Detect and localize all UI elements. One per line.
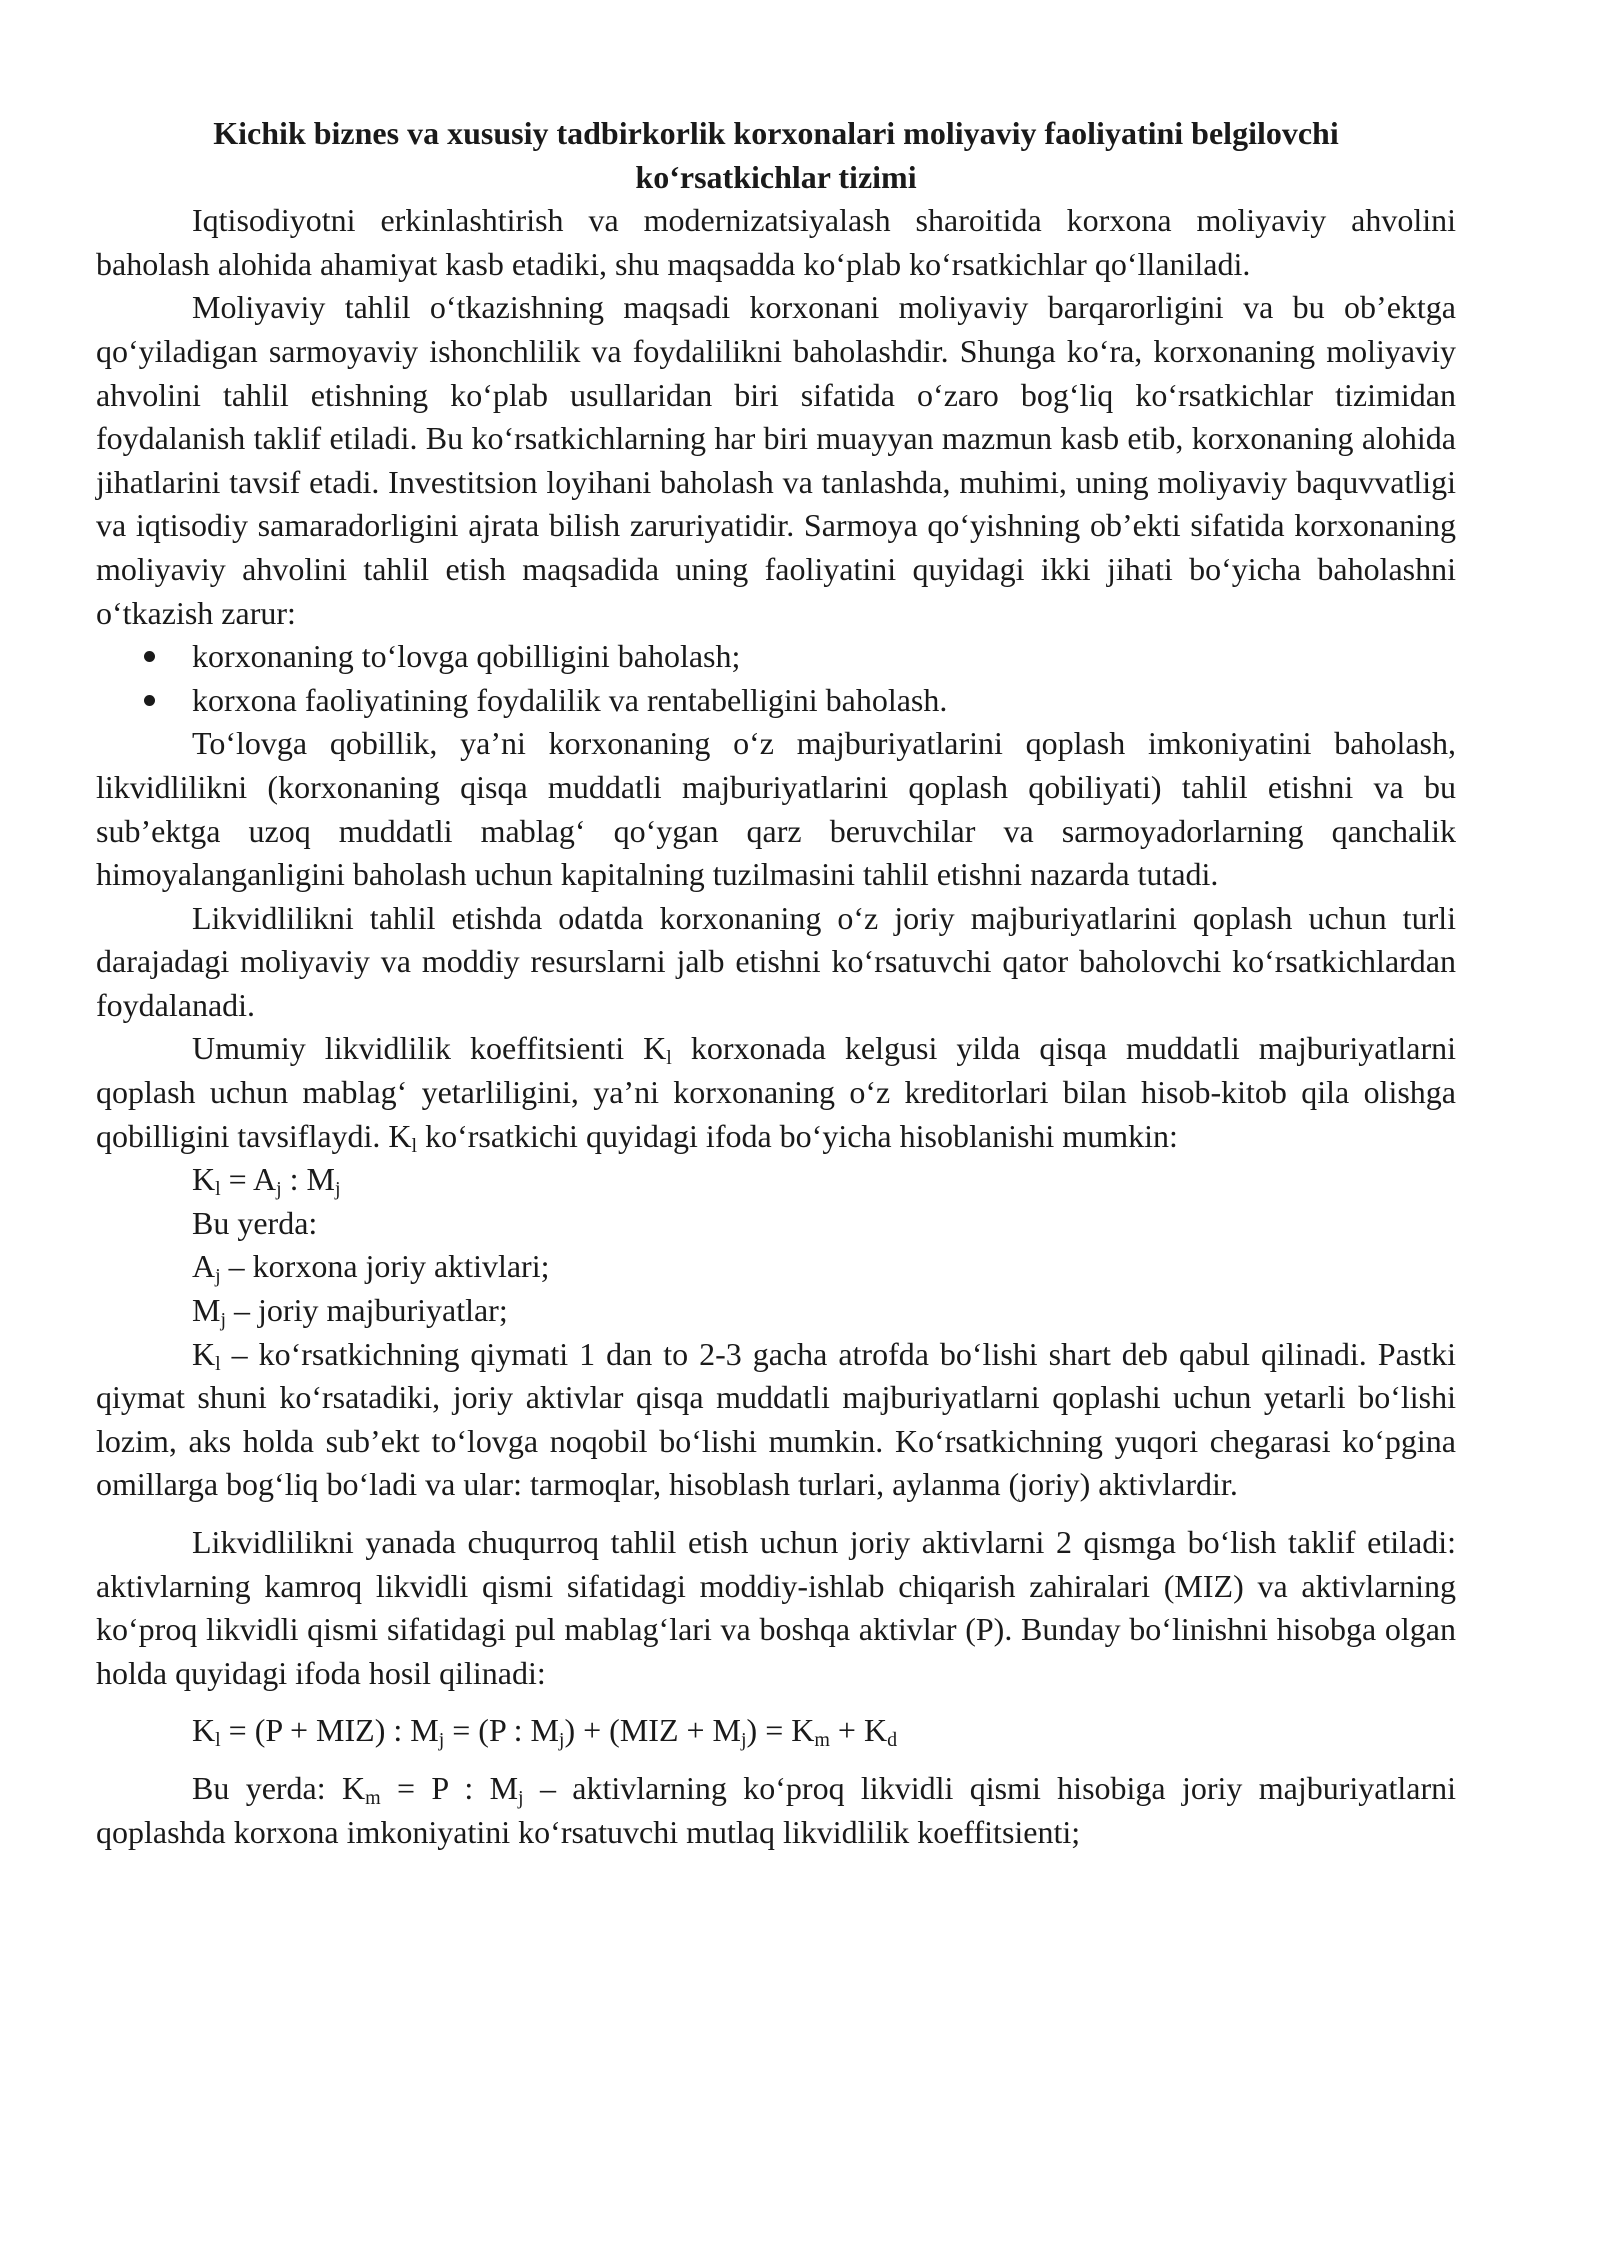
subscript: j <box>276 1178 282 1201</box>
p8-text-c: – aktivlarning ko‘proq likvidli qismi hisobiga joriy majburiyatlarni qoplashda korxona imkoniyatini ko‘rsatuvchi mutlaq likvidlilik koeffitsienti; <box>96 1769 1456 1850</box>
list-item <box>96 635 1456 679</box>
subscript: l <box>215 1178 221 1201</box>
p5-text-c: ko‘rsatkichi quyidagi ifoda bo‘yicha hisoblanishi mumkin: <box>417 1117 1178 1154</box>
document-page <box>96 112 1456 1854</box>
formula-symbol: = (P + MIZ) : M <box>220 1712 439 1749</box>
p5-text-a: Umumiy likvidlilik koeffitsienti K <box>192 1030 667 1067</box>
formula-symbol: ) + (MIZ + M <box>564 1712 741 1749</box>
subscript: d <box>887 1729 898 1752</box>
bullet-list <box>96 635 1456 722</box>
bullet-text-2: korxona faoliyatining foydalilik va rentabelligini baholash. <box>192 681 948 718</box>
document-title <box>96 112 1456 199</box>
definition-aj <box>96 1245 1456 1289</box>
definition-mj <box>96 1289 1456 1333</box>
subscript: j <box>558 1729 565 1752</box>
title-line-1: Kichik biznes va xususiy tadbirkorlik korxonalari moliyaviy faoliyatini belgilovchi <box>213 115 1339 151</box>
subscript: j <box>438 1729 445 1752</box>
formula-symbol: K <box>192 1161 216 1198</box>
paragraph-5 <box>96 1027 1456 1158</box>
formula-liquidity-split <box>96 1709 1456 1753</box>
subscript: j <box>215 1265 221 1288</box>
paragraph-1: Iqtisodiyotni erkinlashtirish va modernizatsiyalash sharoitida korxona moliyaviy ahvolini baholash alohida ahamiyat kasb etadiki, shu maqsadda ko‘plab ko‘rsatkichlar qo‘llaniladi. <box>96 202 1456 282</box>
p8-text-b: = P : M <box>380 1769 519 1806</box>
definition-text: – korxona joriy aktivlari; <box>220 1248 550 1285</box>
bullet-icon <box>144 695 155 706</box>
definitions-label: Bu yerda: <box>192 1204 318 1241</box>
subscript: j <box>220 1309 227 1332</box>
subscript: j <box>334 1178 341 1201</box>
subscript: m <box>365 1786 381 1809</box>
formula-symbol: + K <box>829 1712 888 1749</box>
subscript: l <box>215 1729 221 1752</box>
definition-text: – joriy majburiyatlar; <box>226 1292 508 1329</box>
paragraph-7: Likvidlilikni yanada chuqurroq tahlil etish uchun joriy aktivlarni 2 qismga bo‘lish taklif etiladi: aktivlarning kamroq likvidli qismi sifatidagi moddiy-ishlab chiqarish zahiralari (MIZ) va aktivlarning ko‘proq likvidli qismi sifatidagi pul mablag‘lari va boshqa aktivlar (P). Bunday bo‘linishni hisobga olgan holda quyidagi ifoda hosil qilinadi: <box>96 1524 1456 1691</box>
formula-current-liquidity <box>96 1158 1456 1202</box>
paragraph-4: Likvidlilikni tahlil etishda odatda korxonaning o‘z joriy majburiyatlarini qoplash uchun turli darajadagi moliyaviy va moddiy resurslarni jalb etishni ko‘rsatuvchi qator baholovchi ko‘rsatkichlardan foydalanadi. <box>96 899 1456 1023</box>
p8-text-a: Bu yerda: K <box>192 1769 366 1806</box>
p6-text-b: – ko‘rsatkichning qiymati 1 dan to 2-3 gacha atrofda bo‘lishi shart deb qabul qilinadi. Pastki qiymat shuni ko‘rsatadiki, joriy aktivlar qisqa muddatli majburiyatlarni qoplashi uchun yetarli bo‘lishi lozim, aks holda sub’ekt to‘lovga noqobil bo‘lishi mumkin. Ko‘rsatkichning yuqori chegarasi ko‘pgina omillarga bog‘liq bo‘ladi va ular: tarmoqlar, hisoblash turlari, aylanma (joriy) aktivlardir. <box>96 1335 1456 1503</box>
title-line-2: ko‘rsatkichlar tizimi <box>635 158 917 195</box>
paragraph-2: Moliyaviy tahlil o‘tkazishning maqsadi korxonani moliyaviy barqarorligini va bu ob’ektga qo‘yiladigan sarmoyaviy ishonchlilik va foydalilikni baholashdir. Shunga ko‘ra, korxonaning moliyaviy ahvolini tahlil etishning ko‘plab usullaridan biri sifatida o‘zaro bog‘liq ko‘rsatkichlar tizimidan foydalanish taklif etiladi. Bu ko‘rsatkichlarning har biri muayyan mazmun kasb etib, korxonaning alohida jihatlarini tavsif etadi. Investitsion loyihani baholash va tanlashda, muhimi, uning moliyaviy baquvvatligi va iqtisodiy samaradorligini ajrata bilish zaruriyatidir. Sarmoya qo‘yishning ob’ekti sifatida korxonaning moliyaviy ahvolini tahlil etish maqsadida uning faoliyatini quyidagi ikki jihati bo‘yicha baholashni o‘tkazish zarur: <box>96 289 1456 631</box>
p6-text-a: K <box>192 1335 216 1372</box>
definition-symbol: M <box>192 1292 221 1329</box>
paragraph-8 <box>96 1767 1456 1854</box>
subscript: j <box>518 1786 524 1809</box>
formula-symbol: K <box>192 1712 216 1749</box>
subscript: l <box>411 1134 418 1157</box>
subscript: m <box>814 1729 830 1752</box>
formula-symbol: : M <box>281 1161 335 1198</box>
bullet-text-1: korxonaning to‘lovga qobilligini baholash; <box>192 638 741 675</box>
paragraph-3: To‘lovga qobillik, ya’ni korxonaning o‘z majburiyatlarini qoplash imkoniyatini baholash, likvidlilikni (korxonaning qisqa muddatli majburiyatlarini qoplash qobiliyati) tahlil etishni va bu sub’ektga uzoq muddatli mablag‘ qo‘ygan qarz beruvchilar va sarmoyadorlarning qanchalik himoyalanganligini baholash uchun kapitalning tuzilmasini tahlil etishni nazarda tutadi. <box>96 725 1456 893</box>
definition-symbol: A <box>192 1248 216 1285</box>
list-item <box>96 679 1456 723</box>
formula-symbol: = A <box>220 1161 277 1198</box>
paragraph-6 <box>96 1333 1456 1507</box>
p5-text-b: korxonada kelgusi yilda qisqa muddatli majburiyatlarni qoplash uchun mablag‘ yetarliligini, ya’ni korxonaning o‘z kreditorlari bilan hisob-kitob qila olishga qobilligini tavsiflaydi. K <box>96 1030 1457 1154</box>
formula-symbol: ) = K <box>746 1712 815 1749</box>
subscript: j <box>740 1729 747 1752</box>
subscript: l <box>666 1047 672 1070</box>
subscript: l <box>215 1352 221 1375</box>
bullet-icon <box>144 651 155 662</box>
formula-symbol: = (P : M <box>444 1712 559 1749</box>
